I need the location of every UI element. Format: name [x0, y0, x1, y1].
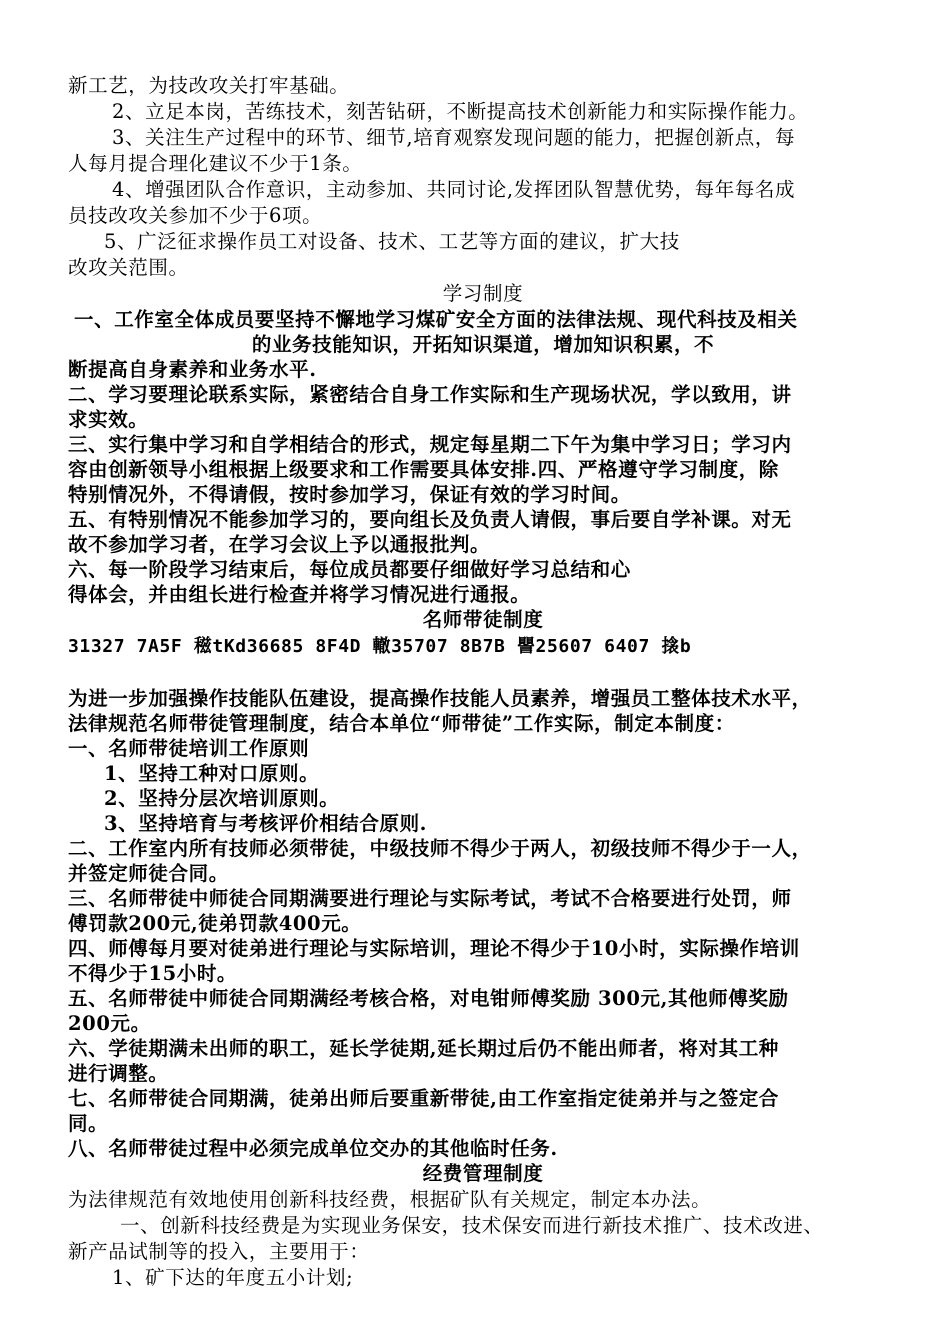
text-line: 五、名师带徒中师徒合同期满经考核合格，对电钳师傅奖励 300元,其他师傅奖励	[68, 987, 789, 1010]
text-line: 员技改攻关参加不少于6项。	[68, 204, 323, 227]
text-line: 三、实行集中学习和自学相结合的形式，规定每星期二下午为集中学习日；学习内	[68, 433, 792, 456]
garbled-text-line: 31327 7A5F 稵tKd36685 8F4D 轍35707 8B7B 譻25607 6407 搇b	[68, 636, 692, 657]
text-line: 容由创新领导小组根据上级要求和工作需要具体安排.四、严格遵守学习制度，除	[68, 458, 779, 481]
text-line: 进行调整。	[68, 1062, 169, 1085]
text-line: 为进一步加强操作技能队伍建设，提高操作技能人员素养，增强员工整体技术水平，	[68, 687, 812, 710]
text-line: 三、名师带徒中师徒合同期满要进行理论与实际考试，考试不合格要进行处罚，师	[68, 887, 792, 910]
text-line: 傅罚款200元,徒弟罚款400元。	[68, 912, 362, 935]
text-line: 特别情况外，不得请假，按时参加学习，保证有效的学习时间。	[68, 483, 631, 506]
text-line: 六、每一阶段学习结束后，每位成员都要仔细做好学习总结和心	[68, 558, 631, 581]
text-line: 二、工作室内所有技师必须带徒，中级技师不得少于两人，初级技师不得少于一人，	[68, 837, 812, 860]
text-line: 并签定师徒合同。	[68, 862, 229, 885]
text-line: 六、学徒期满未出师的职工，延长学徒期,延长期过后仍不能出师者，将对其工种	[68, 1037, 779, 1060]
text-line: 为法律规范有效地使用创新科技经费，根据矿队有关规定，制定本办法。	[68, 1188, 712, 1211]
section-heading: 学习制度	[442, 282, 524, 305]
text-line: 法律规范名师带徒管理制度，结合本单位“师带徒”工作实际，制定本制度：	[68, 712, 735, 735]
text-line: 2、立足本岗，苦练技术，刻苦钻研，不断提高技术创新能力和实际操作能力。	[112, 100, 809, 123]
text-line: 求实效。	[68, 408, 149, 431]
text-line: 新工艺，为技改攻关打牢基础。	[68, 74, 350, 97]
text-line: 1、矿下达的年度五小计划;	[112, 1266, 354, 1289]
text-line: 1、坚持工种对口原则。	[104, 762, 320, 785]
text-line: 得体会，并由组长进行检查并将学习情况进行通报。	[68, 583, 531, 606]
text-line: 3、关注生产过程中的环节、细节,培育观察发现问题的能力，把握创新点，每	[112, 126, 796, 149]
text-line: 3、坚持培育与考核评价相结合原则.	[104, 812, 428, 835]
text-line: 同。	[68, 1112, 109, 1135]
text-line: 五、有特别情况不能参加学习的，要向组长及负责人请假，事后要自学补课。对无	[68, 508, 792, 531]
text-line: 改攻关范围。	[68, 256, 189, 279]
text-line: 一、名师带徒培训工作原则	[68, 737, 310, 760]
text-line: 不得少于15小时。	[68, 962, 238, 985]
text-line: 一、创新科技经费是为实现业务保安，技术保安而进行新技术推广、技术改进、	[120, 1214, 824, 1237]
text-line: 七、名师带徒合同期满，徒弟出师后要重新带徒,由工作室指定徒弟并与之签定合	[68, 1087, 779, 1110]
text-line: 二、学习要理论联系实际，紧密结合自身工作实际和生产现场状况，学以致用，讲	[68, 383, 792, 406]
text-line: 4、增强团队合作意识，主动参加、共同讨论,发挥团队智慧优势，每年每名成	[112, 178, 796, 201]
text-line: 的业务技能知识，开拓知识渠道，增加知识积累，不	[251, 333, 715, 356]
text-line: 故不参加学习者，在学习会议上予以通报批判。	[68, 533, 491, 556]
section-heading: 名师带徒制度	[422, 608, 544, 631]
section-heading: 经费管理制度	[422, 1162, 544, 1185]
text-line: 断提高自身素养和业务水平.	[68, 358, 317, 381]
text-line: 四、师傅每月要对徒弟进行理论与实际培训，理论不得少于10小时，实际操作培训	[68, 937, 800, 960]
text-line: 八、名师带徒过程中必须完成单位交办的其他临时任务.	[68, 1137, 558, 1160]
text-line: 2、坚持分层次培训原则。	[104, 787, 340, 810]
text-line: 5、广泛征求操作员工对设备、技术、工艺等方面的建议，扩大技	[104, 230, 680, 253]
text-line: 一、工作室全体成员要坚持不懈地学习煤矿安全方面的法律法规、现代科技及相关	[74, 308, 798, 331]
text-line: 人每月提合理化建议不少于1条。	[68, 152, 363, 175]
text-line: 200元。	[68, 1012, 151, 1035]
text-line: 新产品试制等的投入，主要用于：	[68, 1240, 370, 1263]
